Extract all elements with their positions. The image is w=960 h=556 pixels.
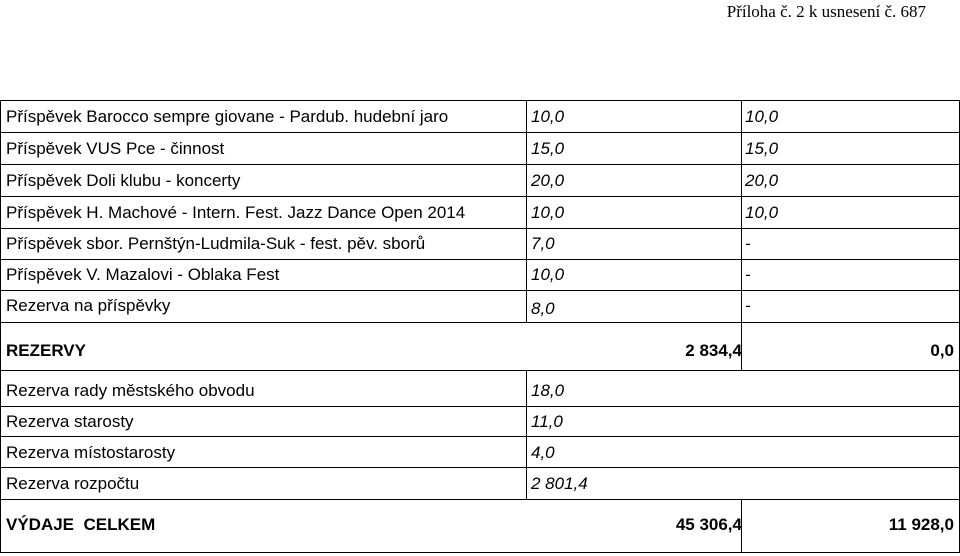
reserve-label: Rezerva místostarosty (6, 443, 176, 462)
row-divider (0, 552, 960, 553)
reserve-label: Rezerva starosty (6, 412, 134, 431)
row-value-2: - (745, 296, 751, 315)
reserve-value: 11,0 (531, 412, 563, 431)
row-value-1: 10,0 (531, 107, 565, 126)
row-value-1: 10,0 (531, 203, 565, 222)
document-header: Příloha č. 2 k usnesení č. 687 (726, 2, 926, 21)
reserve-label: Rezerva rady městského obvodu (6, 381, 255, 400)
column-divider (526, 370, 527, 499)
row-value-1: 20,0 (531, 171, 565, 190)
row-value-1: 10,0 (531, 265, 565, 284)
row-value-2: - (745, 265, 751, 284)
row-label: Příspěvek Barocco sempre giovane - Pardub. hudební jaro (6, 107, 449, 126)
row-label: Příspěvek Doli klubu - koncerty (6, 171, 241, 190)
column-divider (0, 100, 1, 553)
row-value-2: - (745, 234, 751, 253)
column-divider (741, 100, 742, 322)
row-label: Příspěvek V. Mazalovi - Oblaka Fest (6, 265, 280, 284)
row-label: Příspěvek VUS Pce - činnost (6, 139, 225, 158)
reserve-value: 18,0 (531, 381, 565, 400)
rezervy-value-1: 2 834,4 (685, 341, 742, 360)
total-value-1: 45 306,4 (675, 515, 742, 534)
row-divider (0, 370, 960, 371)
row-divider (0, 322, 960, 323)
row-value-1: 7,0 (531, 234, 555, 253)
total-label: VÝDAJE CELKEM (6, 515, 156, 534)
row-value-2: 10,0 (745, 107, 779, 126)
row-label: Příspěvek sbor. Pernštýn-Ludmila-Suk - fest. pěv. sborů (6, 234, 426, 253)
row-value-2: 20,0 (745, 171, 779, 190)
row-value-2: 10,0 (745, 203, 779, 222)
total-value-2: 11 928,0 (888, 515, 954, 534)
row-value-1: 15,0 (531, 139, 565, 158)
row-divider (0, 499, 960, 500)
row-label: Rezerva na příspěvky (6, 296, 171, 315)
reserve-label: Rezerva rozpočtu (6, 474, 140, 493)
row-label: Příspěvek H. Machové - Intern. Fest. Jazz Dance Open 2014 (6, 203, 466, 222)
rezervy-value-2: 0,0 (930, 341, 954, 360)
reserve-value: 2 801,4 (531, 474, 588, 493)
row-value-1: 8,0 (531, 299, 555, 318)
reserve-value: 4,0 (531, 443, 555, 462)
column-divider (526, 100, 527, 322)
rezervy-label: REZERVY (6, 341, 86, 360)
row-value-2: 15,0 (745, 139, 779, 158)
